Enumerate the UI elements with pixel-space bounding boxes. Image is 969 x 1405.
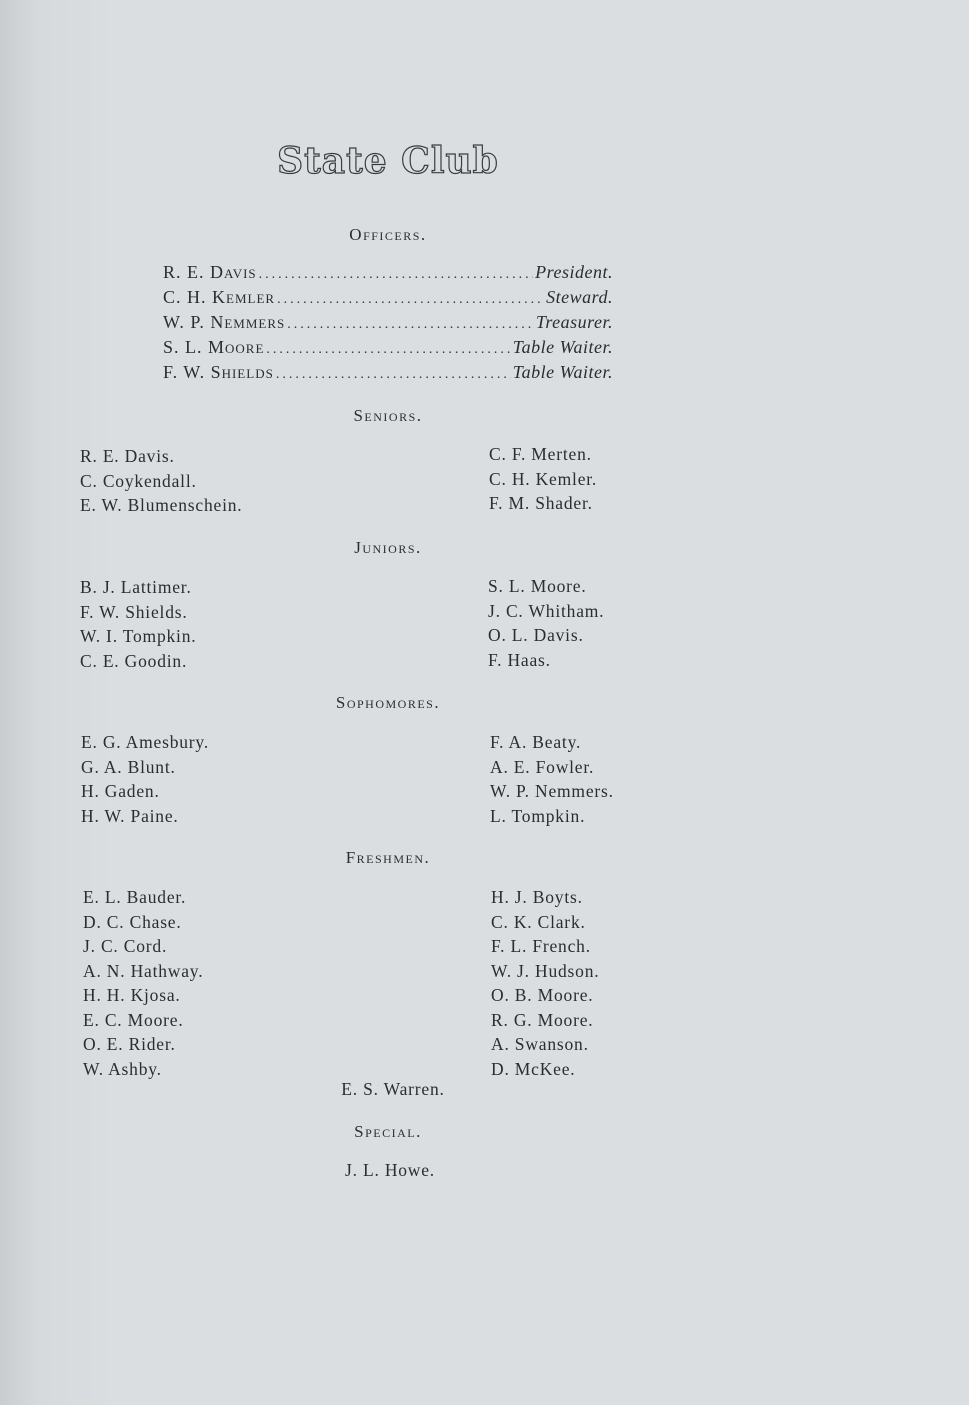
member-name: G. A. Blunt.	[81, 756, 176, 777]
member-name: O. B. Moore.	[491, 985, 594, 1005]
juniors-heading: Juniors.	[354, 538, 422, 557]
special-member-name: J. L. Howe.	[345, 1160, 435, 1180]
officer-role: Steward.	[546, 287, 613, 307]
officers-heading: Officers.	[349, 225, 427, 244]
member-name: F. L. French.	[491, 936, 591, 956]
officer-role: President.	[535, 262, 613, 282]
officer-name: R. E. Davis	[163, 262, 257, 282]
member-name: H. Gaden.	[81, 781, 160, 801]
officers-list	[163, 262, 613, 387]
member-name: B. J. Lattimer.	[80, 577, 192, 597]
member-name: R. G. Moore.	[491, 1009, 594, 1030]
member-name: E. W. Blumenschein.	[80, 495, 243, 515]
member-name: F. A. Beaty.	[490, 732, 582, 752]
officer-role: Table Waiter.	[512, 337, 613, 357]
officer-row	[163, 337, 613, 362]
sophomores-left-column	[81, 732, 209, 830]
member-name: C. F. Merten.	[489, 444, 592, 464]
juniors-right-column	[488, 576, 604, 674]
member-name: F. Haas.	[488, 649, 551, 670]
officer-row	[163, 312, 613, 337]
seniors-heading: Seniors.	[353, 406, 423, 425]
member-name: C. K. Clark.	[491, 911, 586, 932]
member-name: A. Swanson.	[491, 1034, 589, 1054]
member-name: H. J. Boyts.	[491, 887, 583, 907]
freshmen-left-column	[83, 887, 203, 1083]
member-name: D. C. Chase.	[83, 911, 182, 932]
member-name: W. P. Nemmers.	[490, 781, 614, 801]
member-name: J. C. Cord.	[83, 936, 168, 956]
member-name: W. Ashby.	[83, 1058, 162, 1079]
member-name: L. Tompkin.	[490, 805, 586, 826]
member-name: D. McKee.	[491, 1058, 576, 1079]
member-name: E. L. Bauder.	[83, 887, 187, 907]
special-heading: Special.	[354, 1122, 422, 1141]
member-name: E. C. Moore.	[83, 1009, 184, 1030]
member-name: R. E. Davis.	[80, 446, 175, 466]
officer-name: F. W. Shields	[163, 362, 274, 382]
freshmen-center-name: E. S. Warren.	[341, 1079, 445, 1099]
seniors-left-column	[80, 446, 242, 520]
officer-row	[163, 287, 613, 312]
member-name: A. N. Hathway.	[83, 960, 204, 981]
sophomores-right-column	[490, 732, 614, 830]
member-name: H. W. Paine.	[81, 805, 179, 826]
freshmen-heading: Freshmen.	[345, 848, 431, 867]
member-name: C. H. Kemler.	[489, 468, 598, 489]
member-name: H. H. Kjosa.	[83, 985, 181, 1005]
leader-dots	[287, 317, 534, 333]
juniors-left-column	[80, 577, 196, 675]
member-name: O. E. Rider.	[83, 1034, 176, 1054]
leader-dots	[259, 267, 534, 283]
officer-name: C. H. Kemler	[163, 287, 276, 307]
member-name: E. G. Amesbury.	[81, 732, 210, 752]
seniors-right-column	[489, 444, 597, 518]
page-title: State Club	[277, 140, 499, 182]
member-name: J. C. Whitham.	[488, 600, 605, 621]
member-name: S. L. Moore.	[488, 576, 587, 596]
leader-dots	[266, 342, 510, 358]
member-name: O. L. Davis.	[488, 625, 584, 645]
leader-dots	[277, 292, 544, 308]
officer-role: Treasurer.	[535, 312, 613, 332]
officer-role: Table Waiter.	[512, 362, 613, 382]
officer-row	[163, 362, 613, 387]
leader-dots	[276, 367, 511, 383]
freshmen-right-column	[491, 887, 599, 1083]
member-name: W. J. Hudson.	[491, 960, 600, 981]
member-name: F. M. Shader.	[489, 493, 593, 513]
member-name: F. W. Shields.	[80, 601, 188, 622]
member-name: C. Coykendall.	[80, 470, 197, 491]
member-name: C. E. Goodin.	[80, 650, 188, 671]
member-name: A. E. Fowler.	[490, 756, 595, 777]
member-name: W. I. Tompkin.	[80, 626, 197, 646]
officer-name: S. L. Moore	[163, 337, 265, 357]
sophomores-heading: Sophomores.	[335, 693, 441, 712]
officer-name: W. P. Nemmers	[163, 312, 286, 332]
officer-row	[163, 262, 613, 287]
